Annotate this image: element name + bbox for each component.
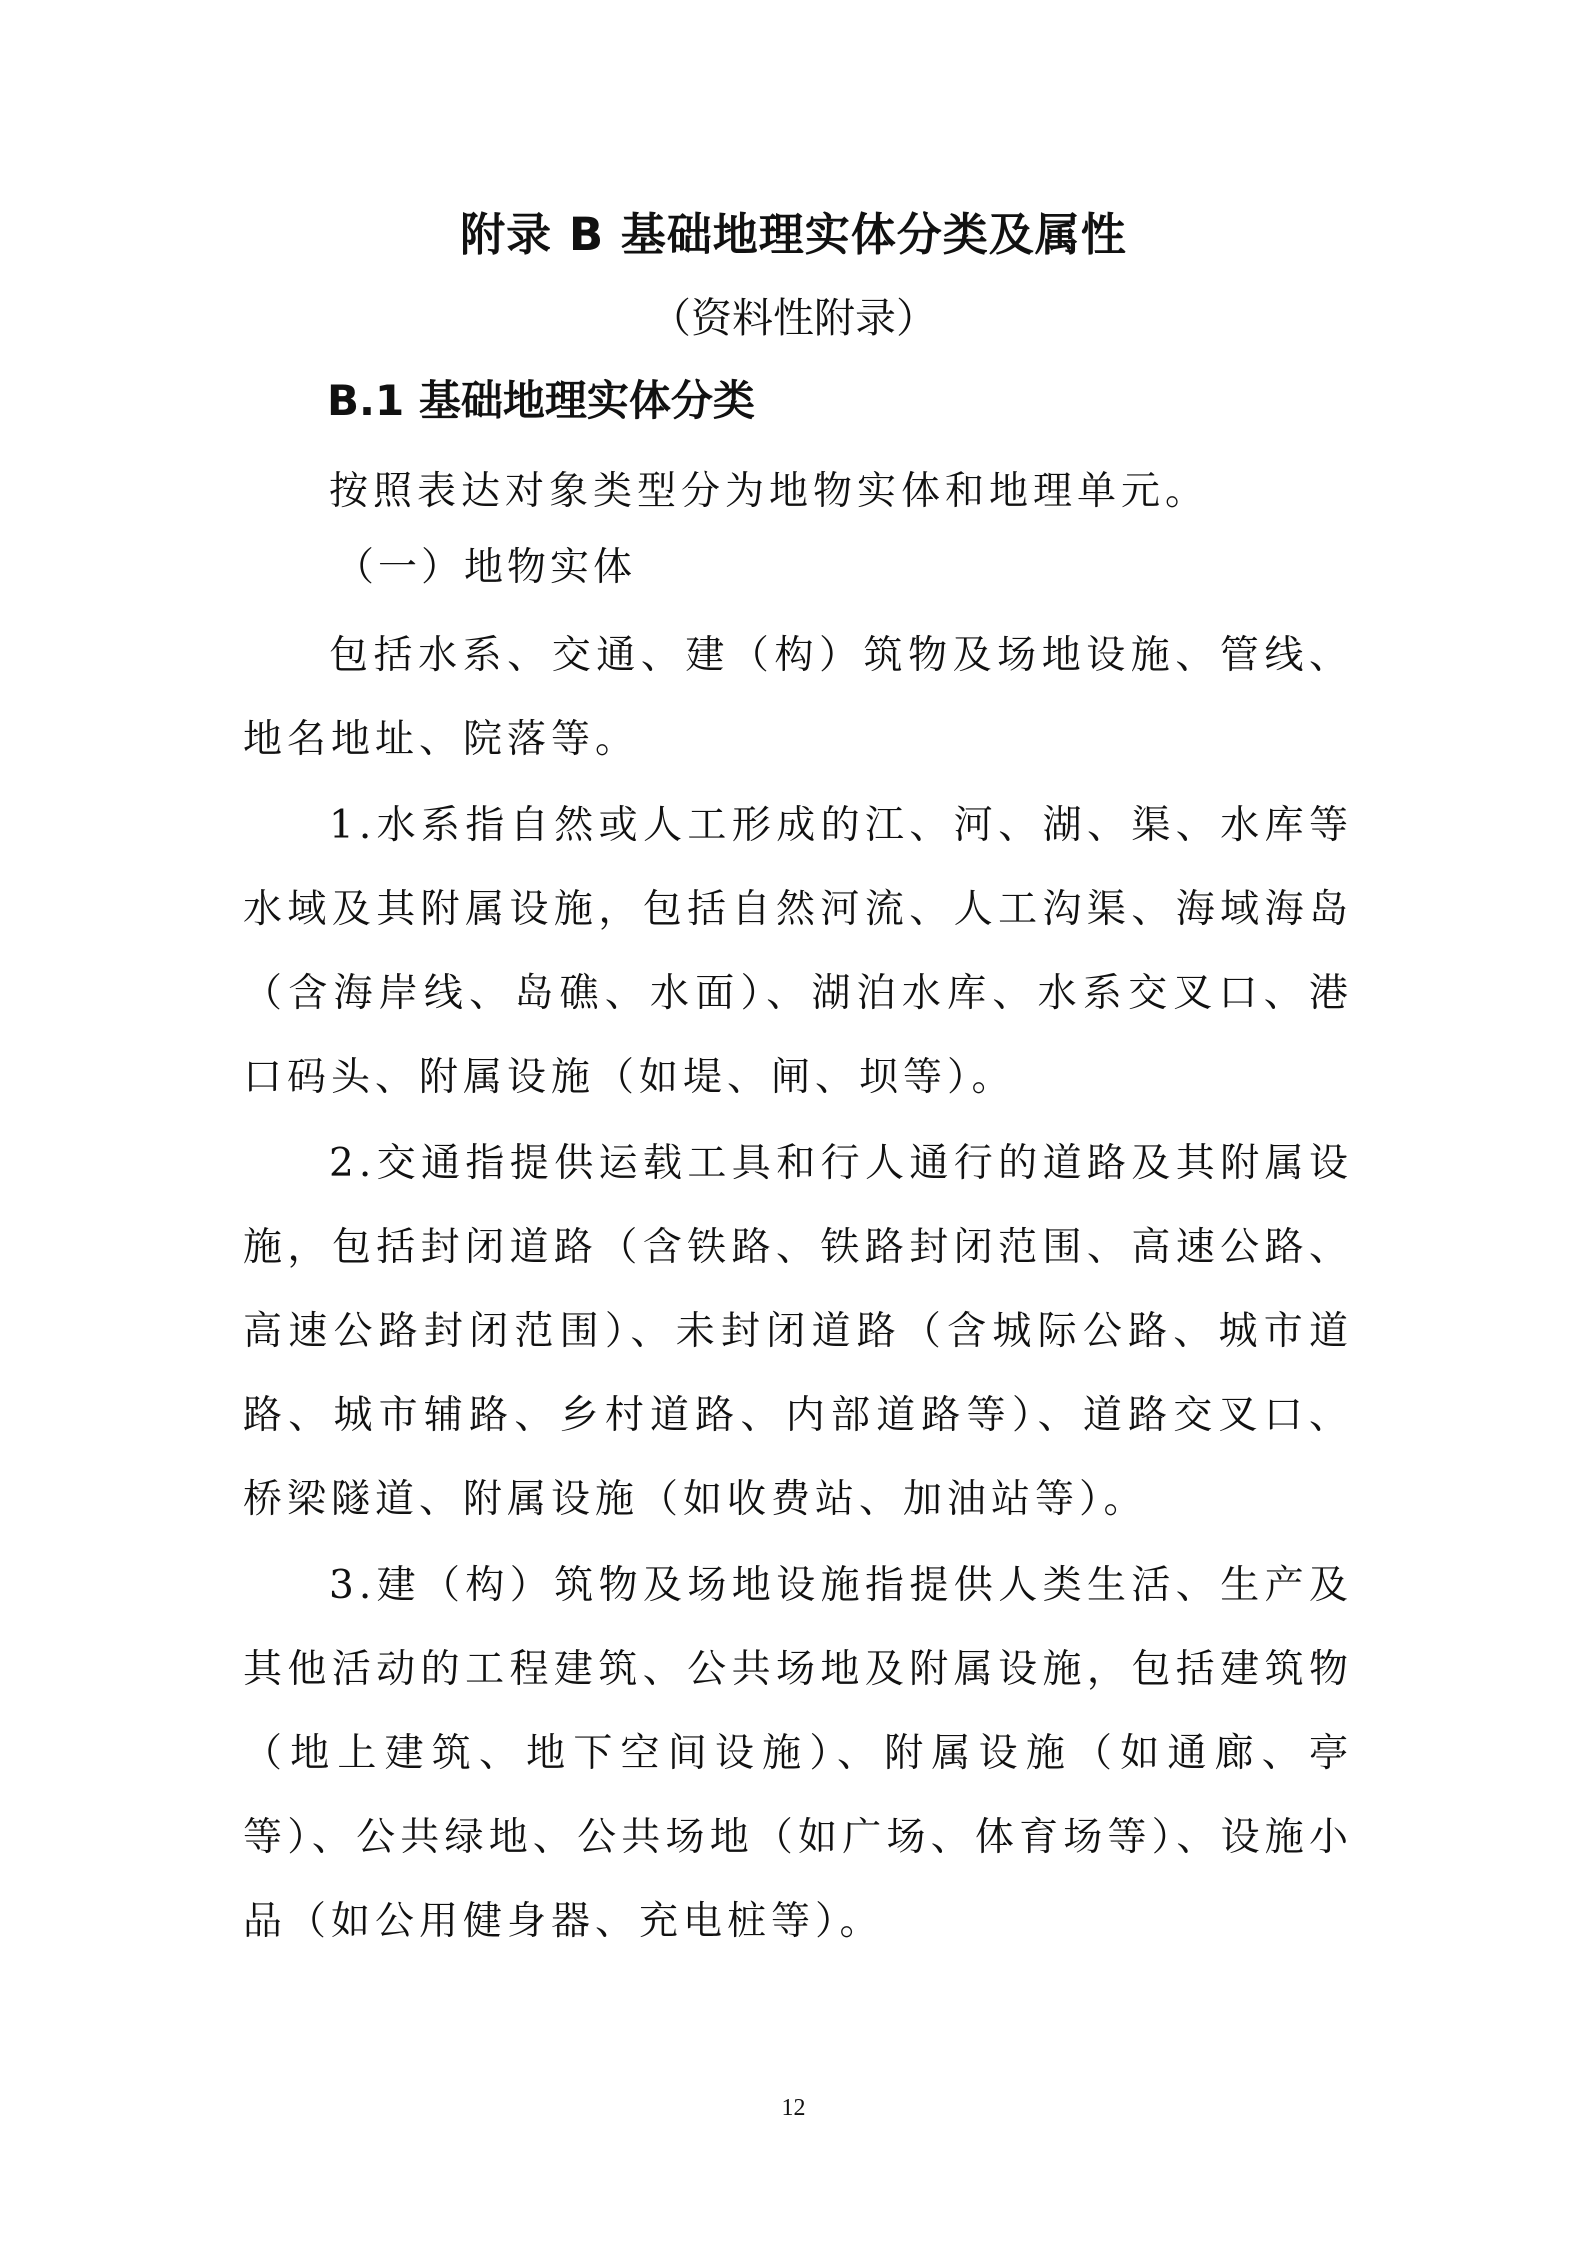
section-heading: B.1 基础地理实体分类	[327, 376, 755, 425]
appendix-title: 附录 B 基础地理实体分类及属性	[460, 208, 1127, 261]
paragraph-transportation: 2.交通指提供运载工具和行人通行的道路及其附属设施，包括封闭道路（含铁路、铁路封闭范围、高速公路、高速公路封闭范围）、未封闭道路（含城际公路、城市道路、城市辅路、乡村道路、内部道路等）、道路交叉口、桥梁隧道、附属设施（如收费站、加油站等）。	[243, 1141, 1353, 1522]
appendix-subtitle: （资料性附录）	[650, 294, 937, 342]
paragraph-buildings: 3.建（构）筑物及场地设施指提供人类生活、生产及其他活动的工程建筑、公共场地及附属设施，包括建筑物（地上建筑、地下空间设施）、附属设施（如通廊、亭等）、公共绿地、公共场地（如广场、体育场等）、设施小品（如公用健身器、充电桩等）。	[243, 1563, 1353, 1944]
paragraph-water-system: 1.水系指自然或人工形成的江、河、湖、渠、水库等水域及其附属设施，包括自然河流、人工沟渠、海域海岛（含海岸线、岛礁、水面）、湖泊水库、水系交叉口、港口码头、附属设施（如堤、闸、坝等）。	[243, 803, 1353, 1100]
intro-paragraph: 按照表达对象类型分为地物实体和地理单元。	[329, 469, 1210, 514]
subsection-heading: （一）地物实体	[335, 545, 637, 590]
page-number: 12	[781, 2095, 806, 2121]
paragraph-overview: 包括水系、交通、建（构）筑物及场地设施、管线、地名地址、院落等。	[243, 633, 1353, 762]
